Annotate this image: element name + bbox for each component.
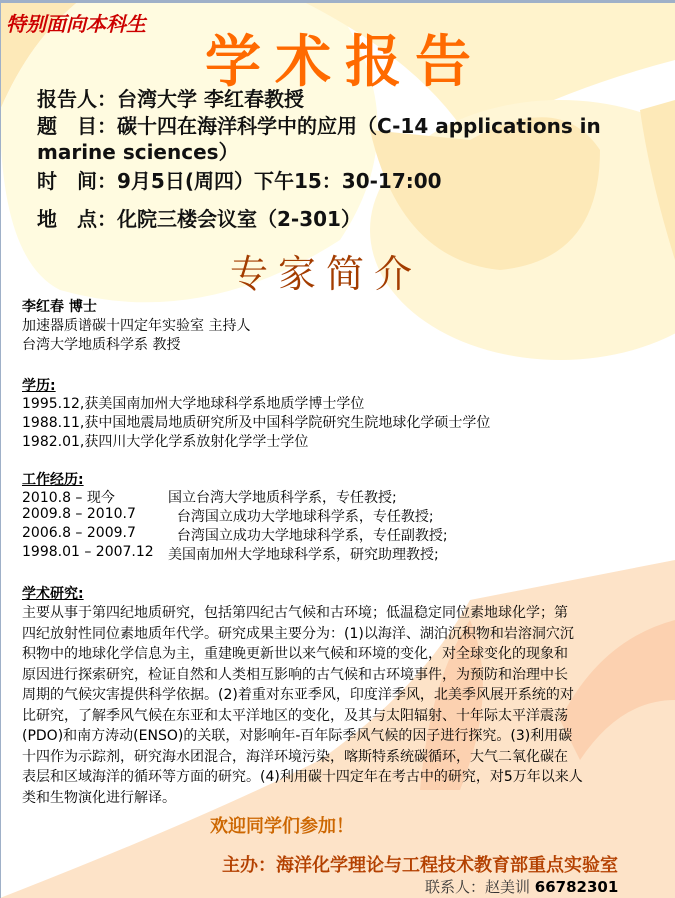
work-position: 美国南加州大学地球科学系，研究助理教授; bbox=[168, 547, 439, 563]
research-line: (PDO)和南方涛动(ENSO)的关联，对影响年-百年际季风气候的因子进行探究。(3)利用碳 bbox=[22, 728, 573, 744]
work-row bbox=[22, 506, 622, 525]
contact-label: 联系人：赵美训 bbox=[425, 878, 535, 896]
work-period: 1998.01 – 2007.12 bbox=[22, 544, 154, 560]
research-line: 比研究，了解季风气候在东亚和太平洋地区的变化，及其与太阳辐射、十年际太平洋震荡 bbox=[22, 707, 568, 724]
audience-tag: 特别面向本科生 bbox=[6, 12, 146, 36]
speaker-line: 报告人：台湾大学 李红春教授 bbox=[37, 87, 304, 111]
research-line: 十四作为示踪剂，研究海水团混合，海洋环境污染，喀斯特系统碳循环，大气二氧化碳在 bbox=[22, 748, 568, 765]
work-heading: 工作经历: bbox=[22, 472, 84, 488]
host-organizer: 主办：海洋化学理论与工程技术教育部重点实验室 bbox=[222, 855, 618, 876]
work-period: 2006.8 – 2009.7 bbox=[22, 525, 136, 541]
research-line: 原因进行探索研究，检证自然和人类相互影响的古气候和古环境事件，为预防和治理中长 bbox=[22, 666, 568, 683]
expert-name: 李红春 博士 bbox=[22, 299, 97, 315]
research-line: 四纪放射性同位素地质年代学。研究成果主要分为：(1)以海洋、湖泊沉积物和岩溶洞穴沉 bbox=[22, 625, 574, 642]
work-period: 2009.8 – 2010.7 bbox=[22, 506, 136, 522]
welcome-text: 欢迎同学们参加！ bbox=[210, 816, 354, 837]
topic-line-cont: marine sciences） bbox=[37, 140, 239, 164]
research-line: 主要从事于第四纪地质研究，包括第四纪古气候和古环境；低温稳定同位素地球化学；第 bbox=[22, 605, 568, 621]
place-line: 地 点：化院三楼会议室（2-301） bbox=[37, 207, 361, 231]
poster-title: 学术报告 bbox=[205, 30, 485, 95]
education-item: 1988.11,获中国地震局地质研究所及中国科学院研究生院地球化学硕士学位 bbox=[22, 415, 491, 431]
work-period: 2010.8 – 现今 bbox=[22, 490, 115, 506]
education-item: 1982.01,获四川大学化学系放射化学学士学位 bbox=[22, 434, 309, 450]
work-row bbox=[22, 487, 622, 507]
work-row bbox=[22, 525, 622, 544]
contact-phone: 66782301 bbox=[534, 878, 619, 896]
work-row bbox=[22, 544, 622, 563]
time-line: 时 间：9月5日(周四）下午15：30-17:00 bbox=[37, 169, 442, 193]
work-position: 台湾国立成功大学地球科学系，专任教授; bbox=[168, 509, 434, 525]
expert-intro-heading: 专家简介 bbox=[230, 252, 423, 296]
education-heading: 学历: bbox=[22, 378, 56, 394]
research-line: 周期的气候灾害提供科学依据。(2)着重对东亚季风，印度洋季风，北美季风展开系统的对 bbox=[22, 687, 574, 703]
research-line: 类和生物演化进行解译。 bbox=[22, 789, 176, 806]
contact-line bbox=[425, 876, 618, 897]
topic-line: 题 目：碳十四在海洋科学中的应用（C-14 applications in bbox=[37, 114, 601, 138]
work-position: 国立台湾大学地质科学系，专任教授; bbox=[168, 490, 397, 506]
research-line: 表层和区域海洋的循环等方面的研究。(4)利用碳十四定年在考古中的研究，对5万年以来人 bbox=[22, 769, 583, 785]
education-item: 1995.12,获美国南加州大学地球科学系地质学博士学位 bbox=[22, 396, 365, 412]
research-heading: 学术研究: bbox=[22, 586, 84, 602]
work-position: 台湾国立成功大学地球科学系，专任副教授; bbox=[168, 528, 448, 544]
role: 台湾大学地质科学系 教授 bbox=[22, 337, 181, 353]
research-line: 积物中的地球化学信息为主，重建晚更新世以来气候和环境的变化，对全球变化的现象和 bbox=[22, 646, 568, 662]
role: 加速器质谱碳十四定年实验室 主持人 bbox=[22, 318, 251, 334]
